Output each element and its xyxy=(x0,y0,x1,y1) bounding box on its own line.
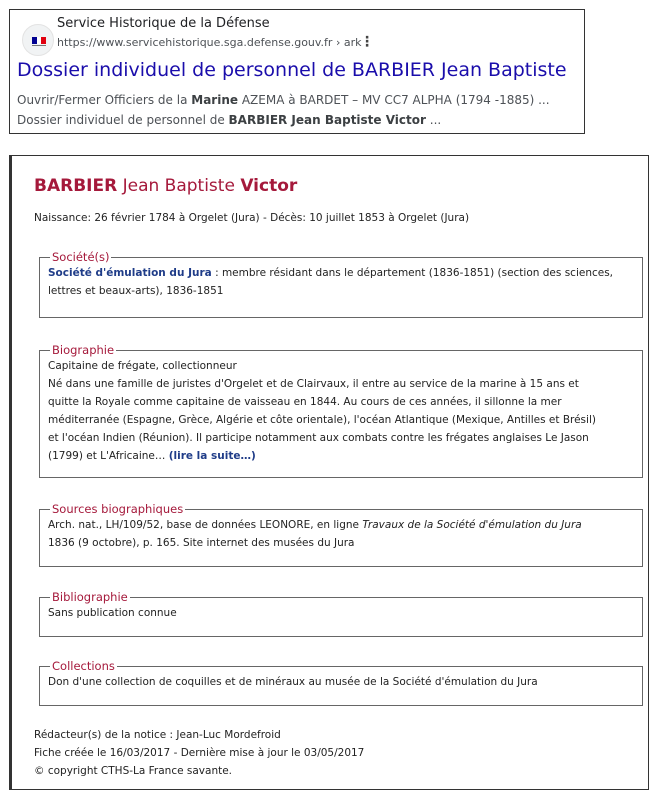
result-title-link[interactable]: Dossier individuel de personnel de BARBIER Jean Baptiste xyxy=(17,59,567,81)
collections-section: Collections Don d'une collection de coquilles et de minéraux au musée de la Société d'émulation du Jura xyxy=(39,659,643,706)
societes-section: Société(s) Société d'émulation du Jura : membre résidant dans le département (1836-1851) (section des sciences, lettres et beaux-arts), 1836-1851 xyxy=(39,250,643,318)
bio-line: et l'océan Indien (Réunion). Il participe notamment aux combats contre les frégates anglaises Le Jason xyxy=(48,432,589,444)
bio-line: Capitaine de frégate, collectionneur xyxy=(48,360,237,372)
bio-line: méditerranée (Espagne, Grèce, Algérie et côte orientale), l'océan Atlantique (Mexique, Antilles et Brésil) xyxy=(48,414,596,426)
birth-death-info: Naissance: 26 février 1784 à Orgelet (Jura) - Décès: 10 juillet 1853 à Orgelet (Jura) xyxy=(34,212,470,224)
biographie-legend: Biographie xyxy=(52,343,115,357)
bibliographie-section: Bibliographie Sans publication connue xyxy=(39,590,643,637)
sources-legend: Sources biographiques xyxy=(52,502,184,516)
bio-line: (1799) et L'Africaine… (lire la suite…) xyxy=(48,450,256,462)
result-snippet-line-1: Ouvrir/Fermer Officiers de la Marine AZEMA à BARDET – MV CC7 ALPHA (1794 -1885) ... xyxy=(17,93,550,107)
bio-line: Né dans une famille de juristes d'Orgelet et de Clairvaux, il entre au service de la marine à 15 ans et xyxy=(48,378,579,390)
fiche-dates-line: Fiche créée le 16/03/2017 - Dernière mise à jour le 03/05/2017 xyxy=(34,747,365,759)
result-snippet-line-2: Dossier individuel de personnel de BARBIER Jean Baptiste Victor ... xyxy=(17,113,442,127)
societe-emulation-jura-link[interactable]: Société d'émulation du Jura xyxy=(48,267,212,279)
bio-line: quitte la Royale comme capitaine de vaisseau en 1844. Au cours de ces années, il sillonne la mer xyxy=(48,396,562,408)
search-result-card xyxy=(9,9,585,134)
sources-section: Sources biographiques Arch. nat., LH/109/52, base de données LEONORE, en ligne Travaux de la Société d'émulation du Jura 1836 (9 octobre), p. 165. Site internet des musées du Jura xyxy=(39,502,643,567)
person-name-heading: BARBIER Jean Baptiste Victor xyxy=(34,176,298,196)
notice-footer xyxy=(34,726,364,780)
site-url[interactable]: https://www.servicehistorique.sga.defense.gouv.fr › ark xyxy=(57,36,362,49)
french-government-logo-icon[interactable] xyxy=(22,24,54,56)
collections-legend: Collections xyxy=(52,659,115,673)
read-more-link[interactable]: (lire la suite…) xyxy=(168,450,256,462)
kebab-menu-icon[interactable]: ⋮ xyxy=(360,34,374,50)
biographie-section xyxy=(39,343,643,478)
societes-legend: Société(s) xyxy=(52,250,110,264)
site-name[interactable]: Service Historique de la Défense xyxy=(57,16,270,31)
redacteur-line: Rédacteur(s) de la notice : Jean-Luc Mordefroid xyxy=(34,729,281,741)
copyright-line: © copyright CTHS-La France savante. xyxy=(34,765,233,777)
person-notice xyxy=(9,155,649,790)
flag-icon xyxy=(32,37,46,44)
bibliographie-legend: Bibliographie xyxy=(52,590,128,604)
